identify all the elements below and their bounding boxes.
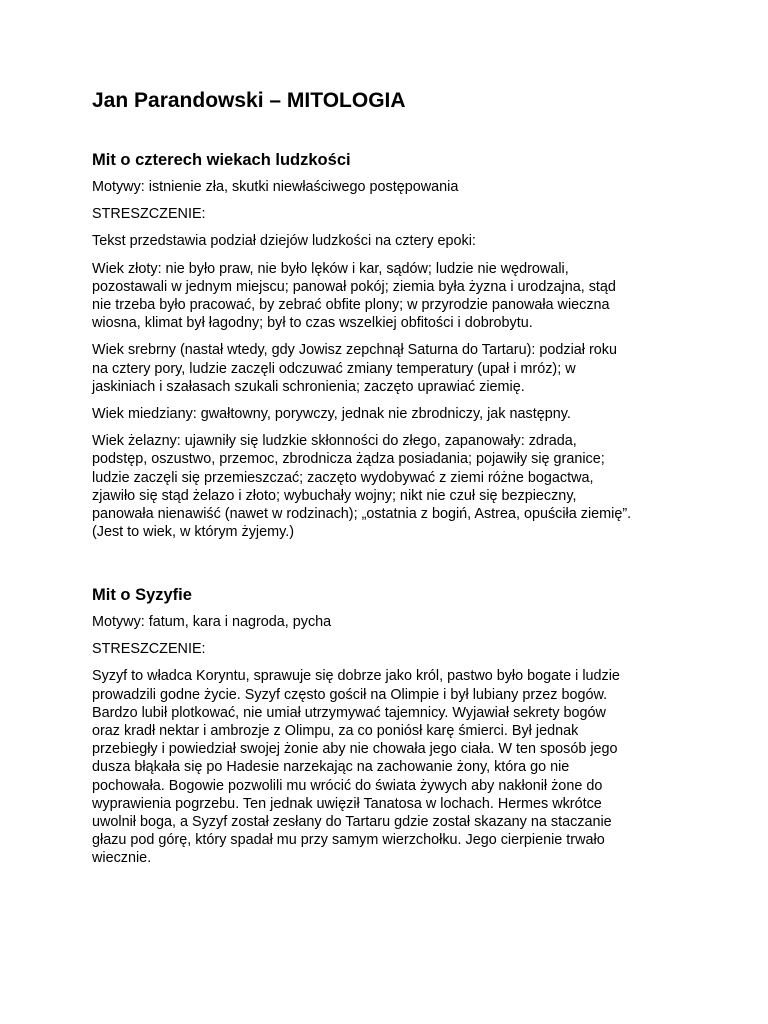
text-line: (Jest to wiek, w którym żyjemy.) (92, 524, 295, 541)
text-line: jaskiniach i szałasach szukali schronienia; zaczęto uprawiać ziemię. (92, 378, 525, 395)
text-line: Bardzo lubił plotkować, nie umiał utrzymywać tajemnicy. Wyjawiał sekrety bogów (92, 704, 606, 721)
section-sisyphus (92, 584, 692, 877)
text-line: prowadzili godne życie. Syzyf często gościł na Olimpie i był lubiany przez bogów. (92, 686, 608, 703)
text-line: nie trzeba było pracować, by zebrać obfite plony; w przyrodzie panowała wieczna (92, 297, 610, 314)
text-line: Wiek miedziany: gwałtowny, porywczy, jednak nie zbrodniczy, jak następny. (92, 406, 571, 423)
paragraph-sisyphus-story (92, 667, 692, 867)
paragraph-silver-age (92, 341, 692, 396)
section-heading: Mit o Syzyfie (92, 586, 192, 604)
text-line: Motywy: fatum, kara i nagroda, pycha (92, 614, 332, 630)
text-line: wiosna, klimat był łagodny; był to czas wszelkiej obfitości i dobrobytu. (92, 315, 533, 332)
text-line: zjawiło się stąd żelazo i złoto; wybuchały wojny; nikt nie czuł się bezpieczny, (92, 487, 577, 504)
text-line: Syzyf to władca Koryntu, sprawuje się dobrze jako król, pastwo było bogate i ludzie (92, 668, 620, 685)
paragraph-golden-age (92, 260, 692, 333)
text-line: uwolnił boga, a Syzyf został zesłany do Tartaru gdzie został skazany na staczanie (92, 814, 612, 831)
text-line: Wiek złoty: nie było praw, nie było lęków i kar, sądów; ludzie nie wędrowali, (92, 260, 569, 277)
text-line: dusza błąkała się po Hadesie narzekając na zachowanie żony, która go nie (92, 759, 570, 776)
paragraph-motifs (92, 178, 692, 196)
text-line: ludzie zaczęli się przemieszczać; zaczęto wydobywać z ziemi różne bogactwa, (92, 469, 594, 486)
text-line: pochowała. Bogowie pozwolili mu wrócić do świata żywych aby nakłonił żone do (92, 777, 603, 794)
section-heading: Mit o czterech wiekach ludzkości (92, 151, 351, 169)
text-line: Motywy: istnienie zła, skutki niewłaściwego postępowania (92, 179, 459, 195)
text-line: głazu pod górę, który spadał mu przy samym wierzchołku. Jego cierpienie trwało (92, 832, 605, 849)
text-line: STRESZCZENIE: (92, 641, 206, 658)
text-line: pozostawali w jednym miejscu; panował pokój; ziemia była żyzna i urodzajna, stąd (92, 278, 616, 295)
paragraph-intro (92, 232, 692, 250)
text-line: Wiek srebrny (nastał wtedy, gdy Jowisz zepchnął Saturna do Tartaru): podział roku (92, 342, 617, 359)
paragraph-bronze-age (92, 405, 692, 423)
text-line: podstęp, oszustwo, przemoc, zbrodnicza żądza posiadania; pojawiły się granice; (92, 451, 605, 468)
text-line: przebiegły i powiedział swojej żonie aby nie chowała jego ciała. W ten sposób jego (92, 741, 618, 758)
paragraph-iron-age (92, 432, 692, 541)
section-four-ages (92, 149, 692, 550)
text-line: wyprawienia pogrzebu. Ten jednak uwięził Tanatosa w lochach. Hermes wkrótce (92, 795, 602, 812)
paragraph-summary-label (92, 640, 692, 658)
text-line: Tekst przedstawia podział dziejów ludzkości na cztery epoki: (92, 233, 476, 250)
paragraph-motifs (92, 613, 692, 631)
document-title: Jan Parandowski – MITOLOGIA (92, 89, 406, 112)
text-line: oraz kradł nektar i ambrozje z Olimpu, za co poniósł karę śmierci. Był jednak (92, 723, 579, 740)
text-line: wiecznie. (92, 850, 152, 867)
text-line: na cztery pory, ludzie zaczęli odczuwać zmiany temperatury (upał i mróz); w (92, 360, 576, 377)
paragraph-summary-label (92, 205, 692, 223)
text-line: Wiek żelazny: ujawniły się ludzkie skłonności do złego, zapanowały: zdrada, (92, 433, 577, 450)
text-line: STRESZCZENIE: (92, 206, 206, 223)
text-line: panowała nienawiść (nawet w rodzinach); „ostatnia z bogiń, Astrea, opuściła ziemię”. (92, 506, 632, 523)
